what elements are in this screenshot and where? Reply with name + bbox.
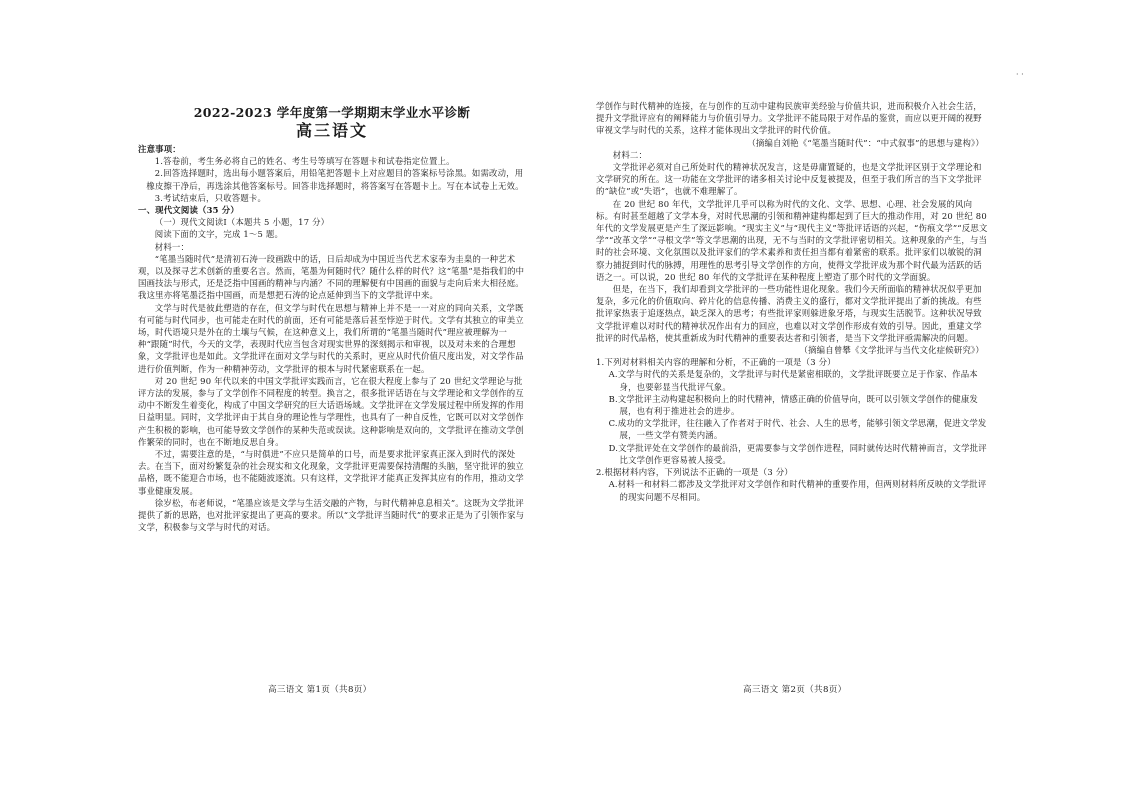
- material1-paragraph: 不过，需要注意的是，“与时俱进”不应只是简单的口号，而是要求批评家真正深入到时代的深处去。在当下，面对纷繁复杂的社会现实和文化现象，文学批评更需要保持清醒的头脑，坚守批评的独立品格，既不能迎合市场，也不能随波逐流。只有这样，文学批评才能真正发挥其应有的作用，推动文学事业健康发展。: [138, 449, 524, 496]
- question-1-option: D.文学批评处在文学创作的最前沿，更需要参与文学创作进程，同时就传达时代精神而言，文学批评比文学创作更容易被人接受。: [608, 442, 987, 465]
- notice-heading: 注意事项：: [138, 144, 181, 154]
- section-heading: 一、现代文阅读（35 分）: [138, 205, 239, 216]
- notice-item: 2.回答选择题时，选出每小题答案后，用铅笔把答题卡上对应题目的答案标号涂黑。如需改动，用橡皮擦干净后，再选涂其他答案标号。回答非选择题时，将答案写在答题卡上。写在本试卷上无效。: [146, 168, 524, 191]
- question-1-option: B.文学批评主动构建起积极向上的时代精神，情感正确的价值导向，既可以引领文学创作的健康发展，也有利于推进社会的进步。: [608, 393, 978, 417]
- material1-paragraph: “笔墨当随时代”是清初石涛一段画跋中的话，日后却成为中国近当代艺术家奉为圭臬的一种艺术观，以及探寻艺术创新的重要名言。然而，笔墨为何随时代？随什么样的时代？这“笔墨”是指我们的中国画技法与形式，还是泛指中国画的精神与内涵？不同的理解便有中国画的面貌与走向后来大相径庭。我这里亦将笔墨泛指中国画，而是想把石涛的论点延伸到当下的文学批评中来。: [138, 253, 525, 301]
- question-2: 2.根据材料内容，下列说法不正确的一项是（3 分）: [596, 467, 793, 478]
- material2-paragraph: 但是，在当下，我们却看到文学批评的一些功能性退化现象。我们今天所面临的精神状况似乎更加复杂，多元化的价值取向、碎片化的信息传播、消费主义的盛行，都对文学批评提出了新的挑战。有些批评家热衷于追逐热点，缺乏深入的思考；有些批评家则躲进象牙塔，与现实生活脱节。这种状况导致文学批评难以对时代的精神状况作出有力的回应，也难以对文学创作形成有效的引导。因此，重建文学批评的时代品格，使其重新成为时代精神的重要表达者和引领者，是当下文学批评亟需解决的问题。: [596, 284, 982, 343]
- subsection-heading: （一）现代文阅读Ⅰ（本题共 5 小题，17 分）: [154, 217, 330, 228]
- notice-item: 3.考试结束后，只收答题卡。: [154, 192, 267, 203]
- material1-paragraph: 文学与时代是彼此塑造的存在，但文学与时代在思想与精神上并不是一一对应的同向关系，文学既有可能与时代同步，也可能走在时代的前面，还有可能是落后甚至悖逆于时代。文学有其独立的审美立场，时代语境只是外在的土壤与气候，在这种意义上，我们所谓的“笔墨当随时代”理应被理解为一种“跟随”时代，今天的文学，表现时代应当包含对现实世界的深刻揭示和审视，以及对未来的合理想象，文学批评也是如此。文学批评在面对文学与时代的关系时，更应从时代价值尺度出发，对文学作品进行价值判断，作为一种精神劳动，文学批评的根本与时代紧密联系在一起。: [138, 302, 524, 374]
- right-page-column: [596, 100, 988, 503]
- question-1: 1.下列对材料相关内容的理解和分析，不正确的一项是（3 分）: [596, 357, 836, 368]
- material2-paragraph: 在 20 世纪 80 年代，文学批评几乎可以称为时代的文化、文学、思想、心理、社会发展的风向标。有时甚至超越了文学本身，对时代思潮的引领和精神建构都起到了巨大的推动作用，对 20 世纪 80 年代的文学发展更是产生了深远影响。“现实主义”与“现代主义”等批评话语的兴起，“伤痕文学”“反思文学”“改革文学”“寻根文学”等文学思潮的出现，无不与当时的文学批评密切相关。这种现象的产生，与当时的社会环境、文化氛围以及批评家们的学术素养和责任担当都有着紧密的联系。批评家们以敏锐的洞察力捕捉到时代的脉搏，用理性的思考引导文学创作的方向，使得文学批评成为那个时代最为活跃的话语之一。可以说，20 世纪 80 年代的文学批评在某种程度上塑造了那个时代的文学面貌。: [596, 198, 988, 282]
- material2-source: （摘编自曾攀《文学批评与当代文化症候研究》）: [799, 345, 984, 356]
- material2-label: 材料二：: [612, 149, 648, 160]
- reading-instruction: 阅读下面的文字，完成 1～5 题。: [154, 229, 284, 240]
- material1-continuation: 学创作与时代精神的连接，在与创作的互动中建构民族审美经验与价值共识，进而积极介入社会生活，提升文学批评应有的阐释能力与价值引导力。文学批评不能局限于对作品的鉴赏，而应以更开阔的视野审视文学与时代的关系，这样才能体现出文学批评的时代价值。: [596, 101, 982, 136]
- material1-paragraph: 对 20 世纪 90 年代以来的中国文学批评实践而言，它在很大程度上参与了 20 世纪文学理论与批评方法的发展，参与了文学创作不同程度的转型。换言之，很多批评话语在与文学理论和文学创作的互动中不断发生着变化，构成了中国文学研究的巨大话语场域。文学批评在文学发展过程中所发挥的作用日益明显。同时，文学批评由于其自身的理论性与学理性，也具有了一种自反性，它既可以对文学创作产生积极的影响，也可能导致文学创作的某种失范或误读。这种影响是双向的，文学批评在推动文学创作繁荣的同时，也在不断地反思自身。: [138, 375, 524, 447]
- page-footer-right: 高三语文 第2页（共8页）: [743, 685, 847, 695]
- corner-mark: · ·: [1016, 70, 1024, 79]
- question-1-option: C.成功的文学批评，往往融入了作者对于时代、社会、人生的思考，能够引领文学思潮，促进文学发展，一些文学有赞美内涵。: [608, 418, 987, 441]
- notice-item: 1.答卷前，考生务必将自己的姓名、考生号等填写在答题卡和试卷指定位置上。: [154, 156, 455, 167]
- material1-source: （摘编自刘艳《“笔墨当随时代”：“中式叙事”的思想与建构》）: [747, 137, 984, 148]
- exam-subject: 高三语文: [295, 121, 368, 140]
- exam-title: 2022-2023 学年度第一学期期末学业水平诊断: [193, 105, 471, 120]
- question-2-option: A.材料一和材料二都涉及文学批评对文学创作和时代精神的重要作用，但两则材料所反映的文学批评的现实问题不尽相同。: [608, 479, 987, 502]
- question-1-option: A.文学与时代的关系是复杂的，文学批评与时代是紧密相联的，文学批评既要立足于作家、作品本身，也要彰显当代批评气象。: [608, 369, 978, 392]
- material2-paragraph: 文学批评必须对自己所处时代的精神状况发言，这是毋庸置疑的，也是文学批评区别于文学理论和文学研究的所在。这一功能在文学批评的诸多相关讨论中反复被提及，但至于我们所言的当下文学批评的“缺位”或“失语”，也就不难理解了。: [596, 162, 982, 197]
- page-footer-left: 高三语文 第1页（共8页）: [268, 685, 372, 695]
- left-page-column: [138, 100, 526, 534]
- material1-label: 材料一：: [154, 241, 190, 252]
- material1-paragraph: 徐岁松，布老师说，“笔墨应该是文学与生活交融的产物，与时代精神息息相关”。这既为文学批评提供了新的思路，也对批评家提出了更高的要求。所以“文学批评当随时代”的要求正是为了引领作家与文学，积极参与文学与时代的对话。: [138, 497, 525, 533]
